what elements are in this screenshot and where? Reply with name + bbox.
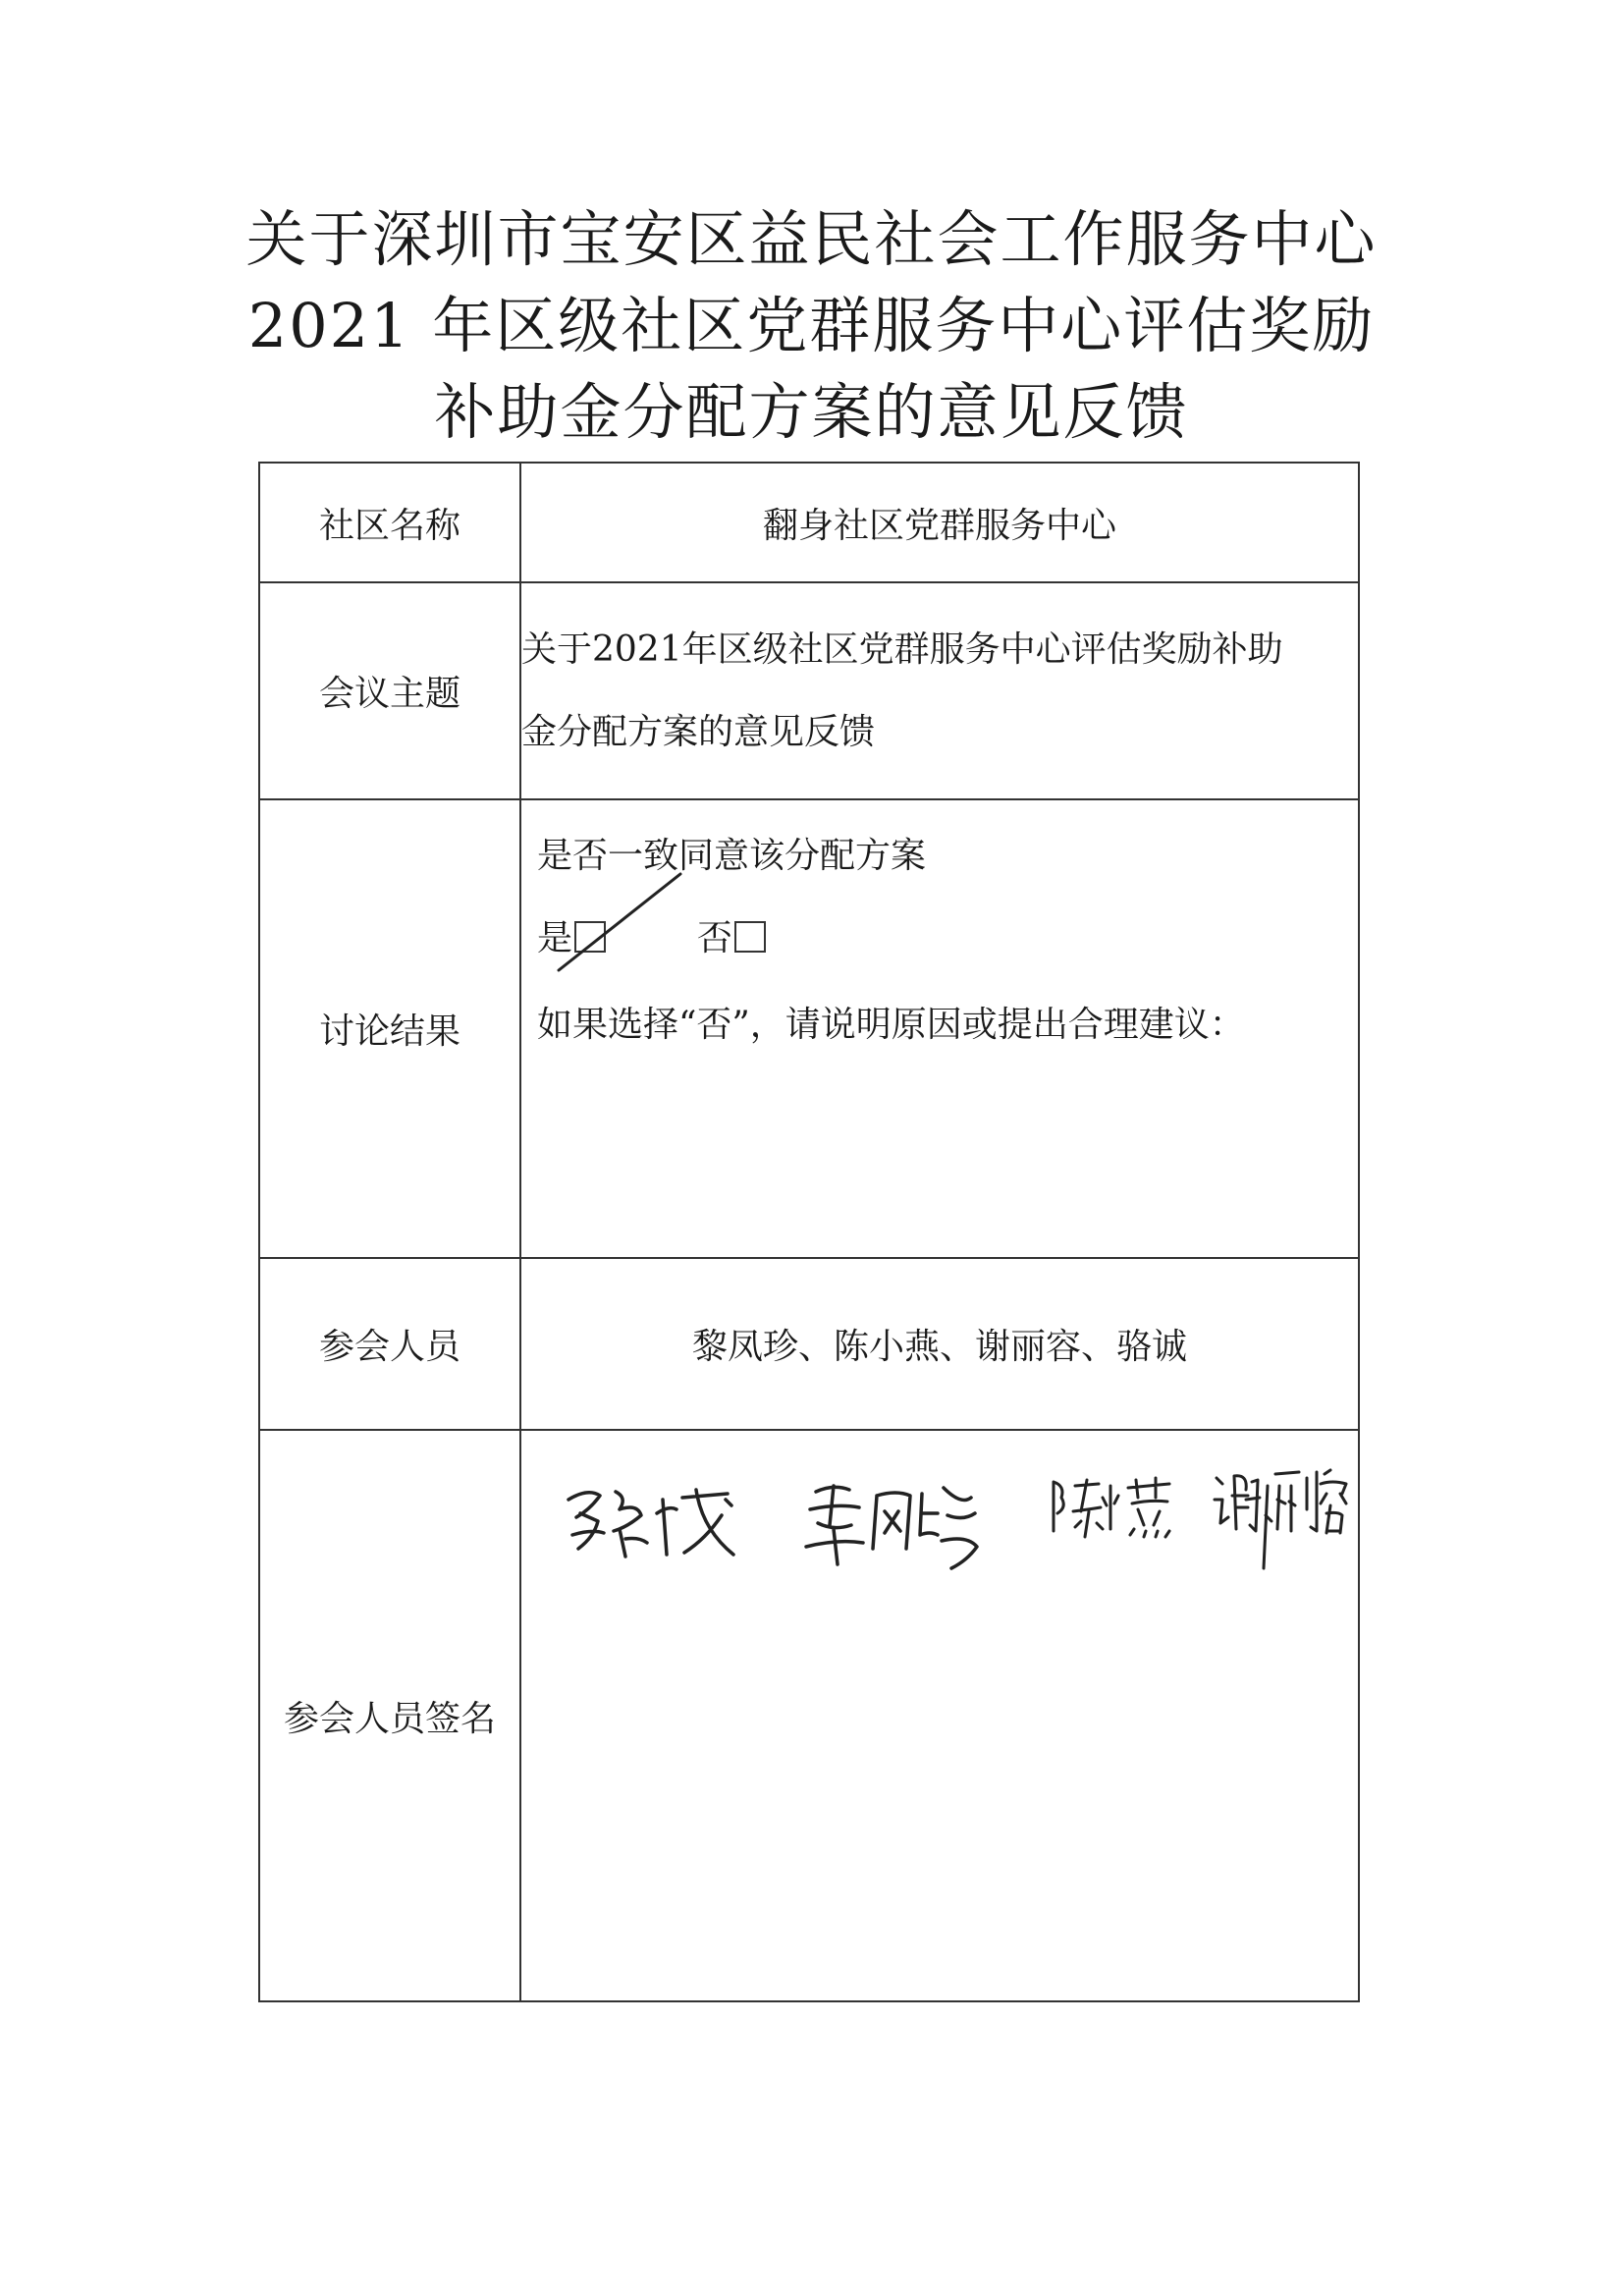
discussion-question: 是否一致同意该分配方案 bbox=[537, 836, 927, 876]
title-line-1: 关于深圳市宝安区益民社会工作服务中心 bbox=[245, 203, 1378, 275]
community-value: 翻身社区党群服务中心 bbox=[520, 463, 1359, 582]
document-title bbox=[0, 196, 1623, 456]
discussion-cell bbox=[520, 799, 1359, 1258]
yes-option-label: 是 bbox=[537, 918, 573, 958]
signatures-cell bbox=[520, 1430, 1359, 2001]
community-label: 社区名称 bbox=[259, 463, 520, 582]
title-line-3: 补助金分配方案的意见反馈 bbox=[434, 376, 1189, 448]
no-checkbox[interactable] bbox=[734, 921, 766, 953]
topic-label: 会议主题 bbox=[259, 582, 520, 799]
row-attendees bbox=[259, 1258, 1359, 1430]
discussion-label: 讨论结果 bbox=[259, 799, 520, 1258]
attendees-label: 参会人员 bbox=[259, 1258, 520, 1430]
row-topic bbox=[259, 582, 1359, 799]
no-option-label: 否 bbox=[696, 918, 732, 958]
signature-chen-xiaoyan bbox=[1046, 1468, 1183, 1547]
attendees-value: 黎凤珍、陈小燕、谢丽容、骆诚 bbox=[520, 1258, 1359, 1430]
signature-xie-lirong bbox=[1209, 1460, 1351, 1578]
discussion-content bbox=[521, 800, 1358, 1257]
checkmark-icon bbox=[551, 854, 698, 982]
row-community bbox=[259, 463, 1359, 582]
row-signatures bbox=[259, 1430, 1359, 2001]
topic-line-2: 金分配方案的意见反馈 bbox=[521, 711, 876, 752]
discussion-instruction: 如果选择“否”，请说明原因或提出合理建议： bbox=[537, 1005, 1245, 1045]
signatures-area bbox=[521, 1431, 1358, 2000]
topic-line-1: 关于2021年区级社区党群服务中心评估奖励补助 bbox=[521, 629, 1283, 670]
topic-value bbox=[520, 582, 1359, 799]
signature-li-fengzhen bbox=[794, 1466, 991, 1574]
feedback-form-table bbox=[258, 462, 1360, 2002]
signature-luo-cheng bbox=[559, 1470, 745, 1568]
title-line-2: 2021 年区级社区党群服务中心评估奖励 bbox=[247, 290, 1376, 361]
row-discussion bbox=[259, 799, 1359, 1258]
signatures-label: 参会人员签名 bbox=[259, 1430, 520, 2001]
